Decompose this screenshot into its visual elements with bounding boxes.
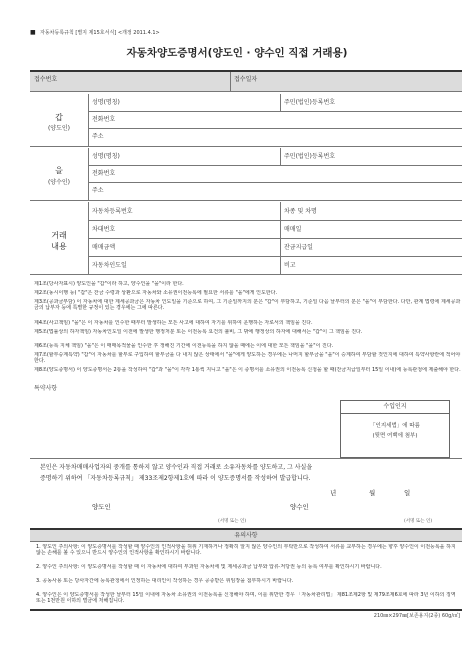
transferor-sign-note: (서명 또는 인) (218, 519, 247, 524)
transferee-sign-label: 양수인 (290, 503, 309, 511)
receipt-divider (230, 72, 231, 91)
transferor-id-label: 주민(법인)등록번호 (284, 99, 336, 106)
transferee-id-label: 주민(법인)등록번호 (284, 153, 336, 160)
receipt-number-label: 접수번호 (34, 76, 58, 83)
transferor-sign-label: 양도인 (92, 503, 111, 511)
date-month: 월 (369, 489, 376, 497)
receipt-date-label: 접수일자 (234, 76, 258, 83)
declaration-line-2: 증명하기 위하여 「자동차등록규칙」 제33조제2항제1호에 따라 이 양도증명서를 작성하여 발급합니다. (40, 475, 311, 482)
transferee-name-label: 성명(명칭) (92, 153, 120, 160)
date-year: 년 (330, 489, 337, 497)
article-2: 제2조(동시이행 등) "갑"은 잔금 수령과 상환으로 자동차와 소유권이전등록에 필요한 서류를 "을"에게 인도한다. (34, 290, 278, 296)
page-title: 자동차양도증명서(양도인 · 양수인 직접 거래용) (126, 47, 348, 59)
notice-title: 유의사항 (234, 532, 258, 539)
article-4: 제4조(사고책임) "을"은 이 자동차를 인수한 때부터 발생하는 모든 사고에 대하여 자기를 위하여 운행하는 자로서의 책임을 진다. (34, 320, 313, 326)
transferor-name-label: 성명(명칭) (92, 99, 120, 106)
notice-item-1: 1. 양도인 주의사항: 이 양도증명서를 작성할 때 양수인의 인적사항을 허위 기재하거나 정확히 알지 않은 양수인의 부탁만으로 작성하여 서류를 교부하는 경우에는 향후 양수인이 이전등록을 하지 않는 손해를 볼 수 있으니 반드시 양수인의 인적사항을 확인하시기 바랍니다. (36, 544, 456, 556)
vin-label: 차대번호 (92, 226, 116, 233)
form-reference: 자동차등록규칙 [별지 제15호서식] <개정 2011.4.1> (40, 30, 160, 36)
transferor-role: 갑 (55, 113, 63, 122)
article-1: 제1조(당사자표시) 양도인을 "갑"이라 하고, 양수인을 "을"이라 한다. (34, 281, 184, 287)
transferor-role-sub: (양도인) (47, 125, 71, 132)
delivery-date-label: 자동차인도일 (92, 262, 127, 269)
transferee-role-sub: (양수인) (47, 179, 71, 186)
balance-date-label: 잔금지급일 (284, 244, 313, 251)
transferee-sign-note: (서명 또는 인) (404, 519, 433, 524)
transferee-role: 을 (55, 166, 63, 175)
paper-spec-footer: 210㎜×297㎜[보존용지(2종) 60g/㎡] (373, 613, 460, 619)
declaration-line-1: 본인은 자동차매매사업자의 중개를 통하지 않고 양수인과 직접 거래로 소유자동차를 양도하고, 그 사실을 (40, 464, 313, 471)
transaction-label-2: 내용 (51, 242, 67, 251)
transaction-label-1: 거래 (51, 231, 67, 240)
car-type-label: 차종 및 차명 (284, 208, 317, 215)
revenue-stamp-note-1: 「인지세법」에 따름 (370, 423, 420, 429)
article-3: 제3조(공과금부담) 이 자동차에 대한 제세공과금은 자동차 인도일을 기준으로 하여, 그 기준일까지의 분은 "갑"이 부담하고, 기준일 다음 날부터의 분은 "을"이 부담한다. 다만, 관계 법령에 제세공과금의 납부자 등에 특별한 규정이 있는 경우에는 그에 따른다. (34, 299, 461, 311)
price-label: 매매금액 (92, 244, 116, 251)
form-marker: ■ (30, 29, 36, 36)
transferee-phone-label: 전화번호 (92, 170, 116, 177)
transferor-phone-label: 전화번호 (92, 116, 116, 123)
reg-no-label: 자동차등록번호 (92, 208, 133, 215)
date-day: 일 (404, 489, 411, 497)
article-5: 제5조(법률상의 하자책임) 자동차인도일 이전에 발생한 행정처분 또는 이전등록 요건의 불비, 그 밖에 행정상의 하자에 대해서는 "갑"이 그 책임을 진다. (34, 329, 363, 335)
sale-date-label: 매매일 (284, 226, 302, 233)
transferor-address-label: 주소 (92, 133, 104, 140)
notice-item-4: 4. 양수인은 이 양도증명서를 작성한 날부터 15일 이내에 자동차 소유권의 이전등록을 신청해야 하며, 이를 위반한 경우 「자동차관리법」 제81조제2항 및 제79조제6호에 따라 3년 이하의 징역 또는 1천만원 이하의 벌금에 처해집니다. (36, 592, 456, 604)
special-terms-label: 특약사항 (34, 385, 58, 392)
article-8: 제8조(양도증명서) 이 양도증명서는 2통을 작성하여 "갑"과 "을"이 각각 1통씩 지니고 "을"은 이 증명서를 소유권의 이전등록 신청을 할 때(잔금지급일부터 15일 이내)에 등록관청에 제출해야 한다. (34, 367, 461, 373)
transferee-address-label: 주소 (92, 187, 104, 194)
notice-item-3: 3. 공동사용 또는 당사자간에 등록관청에서 인정하는 대리인이 작성하는 경우 공증받은 위임장을 첨부하시기 바랍니다. (36, 578, 294, 584)
article-7: 제7조(할부승계특약) "갑"이 자동차를 할부로 구입하여 할부금을 다 내지 않은 상태에서 "을"에게 양도하는 경우에는 나머지 할부금을 "을"이 승계하여 부담할 것인지에 대하여 특약사항란에 적어야 한다. (34, 352, 461, 364)
revenue-stamp-note-2: (뒷면 여백에 첨부) (372, 433, 418, 439)
article-6: 제6조(등록 지체 책임) "을"은 이 매매목적물을 인수한 후 정해진 기간에 이전등록을 하지 않을 때에는 이에 대한 모든 책임을 "을"이 진다. (34, 343, 334, 349)
remarks-label: 비고 (284, 262, 296, 269)
notice-item-2: 2. 양수인 주의사항: 이 양도증명서를 작성할 때 이 자동차에 대하여 부과된 자동차세 및 제세공과금 납부와 압류·저당권 등의 등록 여부를 확인하시기 바랍니다. (36, 564, 382, 570)
revenue-stamp-title: 수입인지 (383, 403, 407, 410)
